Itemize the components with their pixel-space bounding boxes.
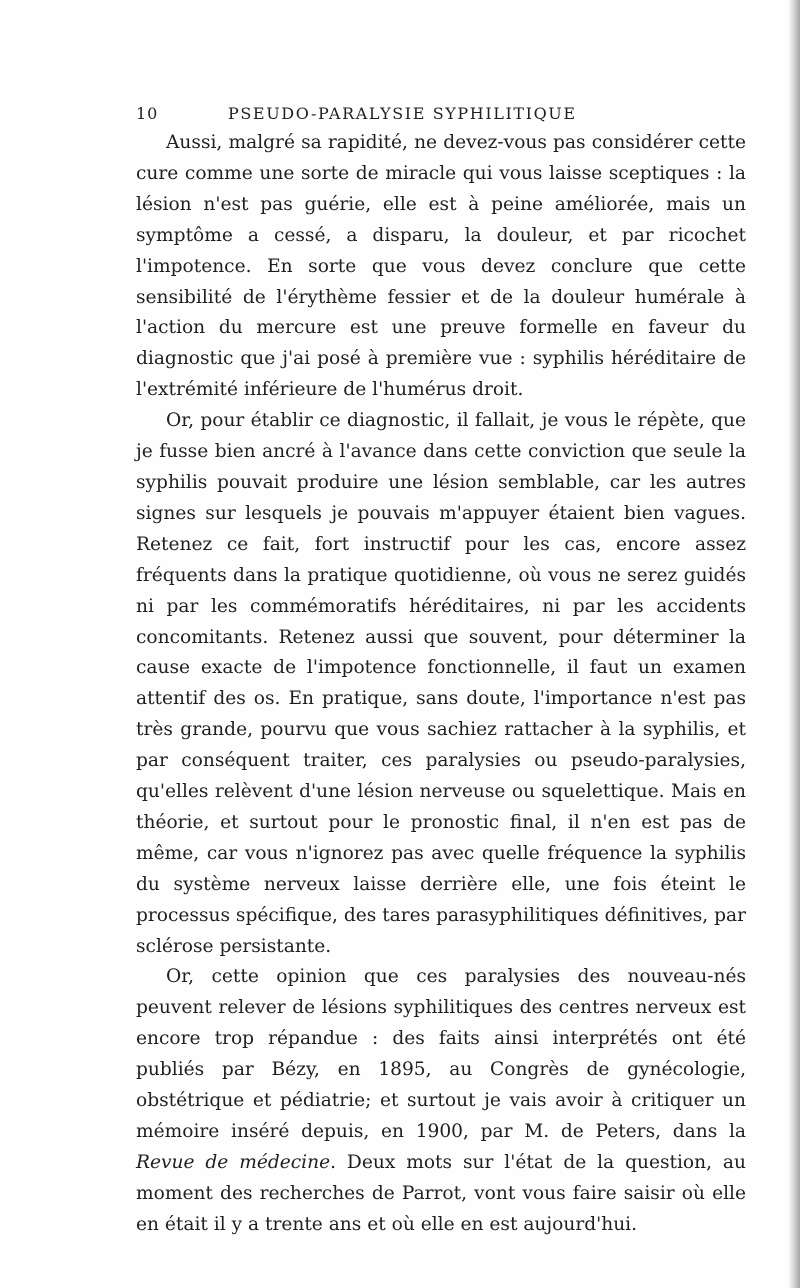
page-edge-shadow — [788, 0, 800, 1288]
paragraph-3-text-after: . Deux mots sur l'état de la question, au moment des recherches de Parrot, vont vous faire saisir où elle en était il y a trente ans et où elle en est aujourd'hui. — [136, 1151, 746, 1235]
page-header — [136, 104, 746, 130]
running-title: PSEUDO-PARALYSIE SYPHILITIQUE — [228, 104, 577, 123]
paragraph-3 — [136, 962, 746, 1240]
journal-title: Revue de médecine — [136, 1151, 331, 1173]
body-text — [136, 128, 746, 1241]
paragraph-3-text-before: Or, cette opinion que ces paralysies des nouveau-nés peuvent relever de lésions syphilitiques des centres nerveux est encore trop répandue : des faits ainsi interprétés ont été publiés par Bézy, en 1895, au Congrès de gynécologie, obstétrique et pédiatrie; et surtout je vais avoir à critiquer un mémoire inséré depuis, en 1900, par M. de Peters, dans la — [136, 966, 746, 1142]
paragraph-1: Aussi, malgré sa rapidité, ne devez-vous pas considérer cette cure comme une sorte de miracle qui vous laisse sceptiques : la lésion n'est pas guérie, elle est à peine améliorée, mais un symptôme a cessé, a disparu, la douleur, et par ricochet l'impotence. En sorte que vous devez conclure que cette sensibilité de l'érythème fessier et de la douleur humérale à l'action du mercure est une preuve formelle en faveur du diagnostic que j'ai posé à première vue : syphilis héréditaire de l'extrémité inférieure de l'humérus droit. — [136, 132, 746, 401]
paragraph-2: Or, pour établir ce diagnostic, il fallait, je vous le répète, que je fusse bien ancré à l'avance dans cette conviction que seule la syphilis pouvait produire une lésion semblable, car les autres signes sur lesquels je pouvais m'appuyer étaient bien vagues. Retenez ce fait, fort instructif pour les cas, encore assez fréquents dans la pratique quotidienne, où vous ne serez guidés ni par les commémoratifs héréditaires, ni par les accidents concomitants. Retenez aussi que souvent, pour déterminer la cause exacte de l'impotence fonctionnelle, il faut un examen attentif des os. En pratique, sans doute, l'importance n'est pas très grande, pourvu que vous sachiez rattacher à la syphilis, et par conséquent traiter, ces paralysies ou pseudo-paralysies, qu'elles relèvent d'une lésion nerveuse ou squelettique. Mais en théorie, et surtout pour le pronostic final, il n'en est pas de même, car vous n'ignorez pas avec quelle fréquence la syphilis du système nerveux laisse derrière elle, une fois éteint le processus spécifique, des tares parasyphilitiques définitives, par sclérose persistante. — [136, 410, 746, 957]
page-number: 10 — [136, 104, 159, 123]
